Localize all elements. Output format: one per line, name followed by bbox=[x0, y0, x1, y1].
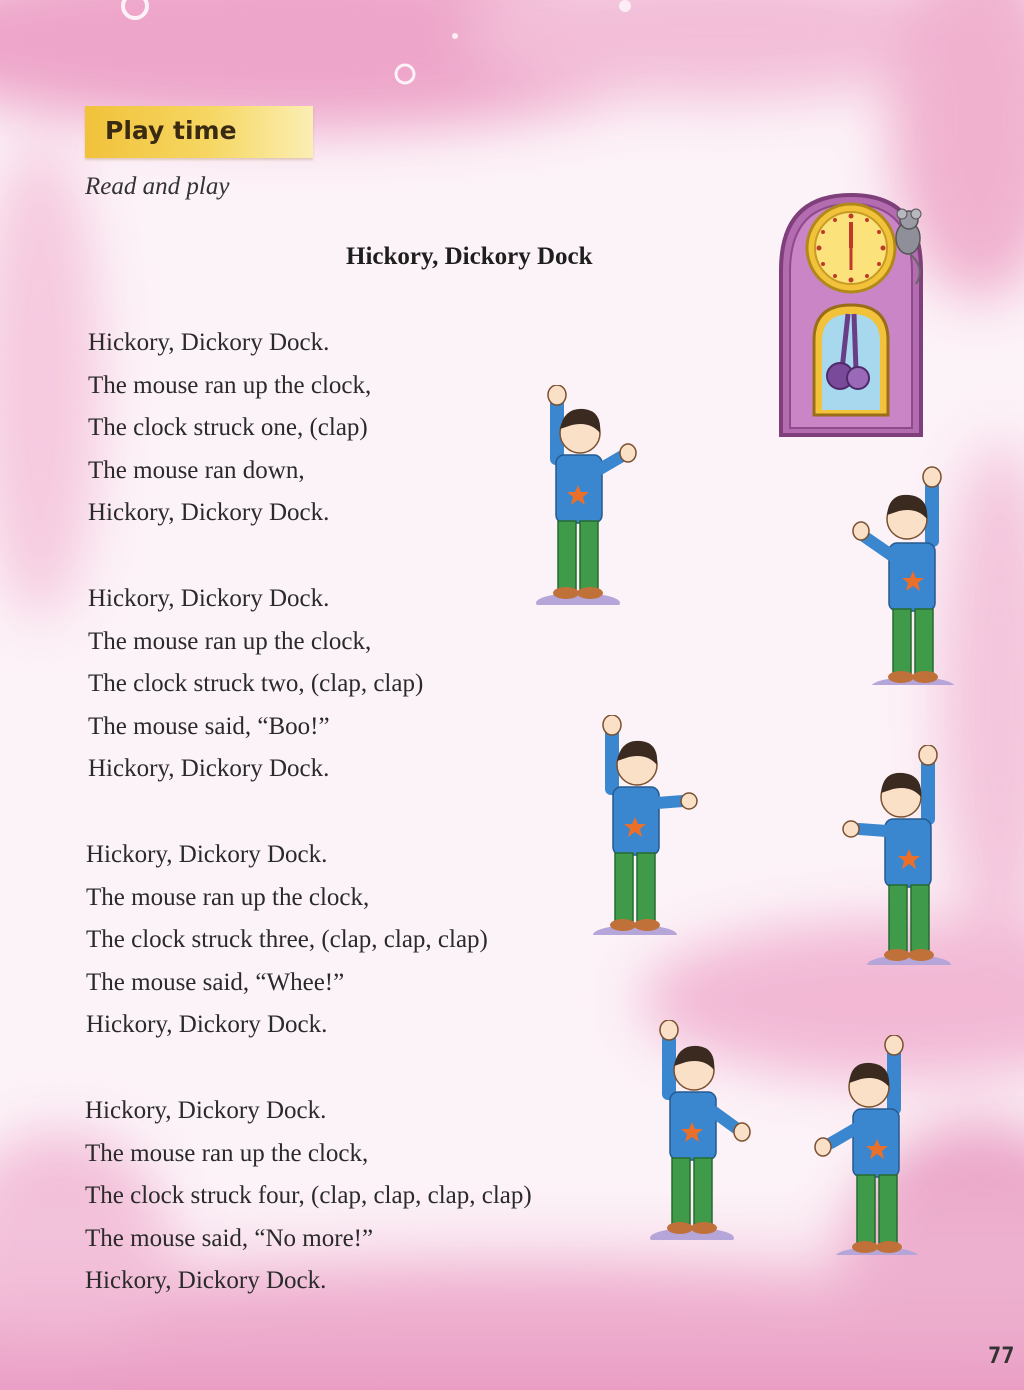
page-number: 77 bbox=[988, 1344, 1015, 1369]
banner-label: Play time bbox=[105, 116, 237, 145]
stanza-2 bbox=[88, 578, 423, 791]
poem-line: The clock struck two, (clap, clap) bbox=[88, 670, 424, 698]
poem-line: Hickory, Dickory Dock. bbox=[88, 755, 330, 783]
poem-title: Hickory, Dickory Dock bbox=[346, 243, 593, 270]
boy-clapping-icon bbox=[632, 1020, 782, 1240]
boy-clapping-icon bbox=[845, 465, 995, 685]
poem-line: Hickory, Dickory Dock. bbox=[88, 499, 330, 527]
poem-line: Hickory, Dickory Dock. bbox=[85, 1267, 327, 1295]
poem-line: The mouse ran up the clock, bbox=[86, 883, 370, 911]
poem-line: Hickory, Dickory Dock. bbox=[88, 329, 330, 356]
poem-line: The mouse ran up the clock, bbox=[88, 627, 372, 655]
stanza-3 bbox=[86, 834, 488, 1047]
poem-line: The mouse said, “Boo!” bbox=[88, 712, 330, 740]
poem-line: Hickory, Dickory Dock. bbox=[86, 841, 328, 868]
poem-line: The mouse ran up the clock, bbox=[85, 1139, 369, 1167]
poem-line: The clock struck three, (clap, clap, clap) bbox=[86, 926, 488, 954]
poem-line: The clock struck four, (clap, clap, clap, clap) bbox=[85, 1182, 532, 1210]
boy-clapping-icon bbox=[520, 385, 670, 605]
boy-clapping-icon bbox=[575, 715, 725, 935]
poem-line: The mouse said, “Whee!” bbox=[86, 968, 345, 996]
instruction-subtitle: Read and play bbox=[85, 173, 230, 200]
poem-line: The mouse ran down, bbox=[88, 456, 305, 484]
stanza-4 bbox=[85, 1090, 532, 1303]
poem-line: The clock struck one, (clap) bbox=[88, 414, 368, 442]
poem-line: Hickory, Dickory Dock. bbox=[85, 1097, 327, 1124]
grandfather-clock-with-mouse-icon bbox=[776, 190, 926, 440]
poem-line: The mouse ran up the clock, bbox=[88, 371, 372, 399]
poem-line: The mouse said, “No more!” bbox=[85, 1224, 374, 1252]
play-time-banner bbox=[85, 106, 313, 158]
boy-clapping-icon bbox=[835, 745, 985, 965]
stanza-1 bbox=[88, 322, 371, 535]
poem-line: Hickory, Dickory Dock. bbox=[86, 1011, 328, 1039]
poem-line: Hickory, Dickory Dock. bbox=[88, 585, 330, 612]
boy-clapping-icon bbox=[805, 1035, 955, 1255]
